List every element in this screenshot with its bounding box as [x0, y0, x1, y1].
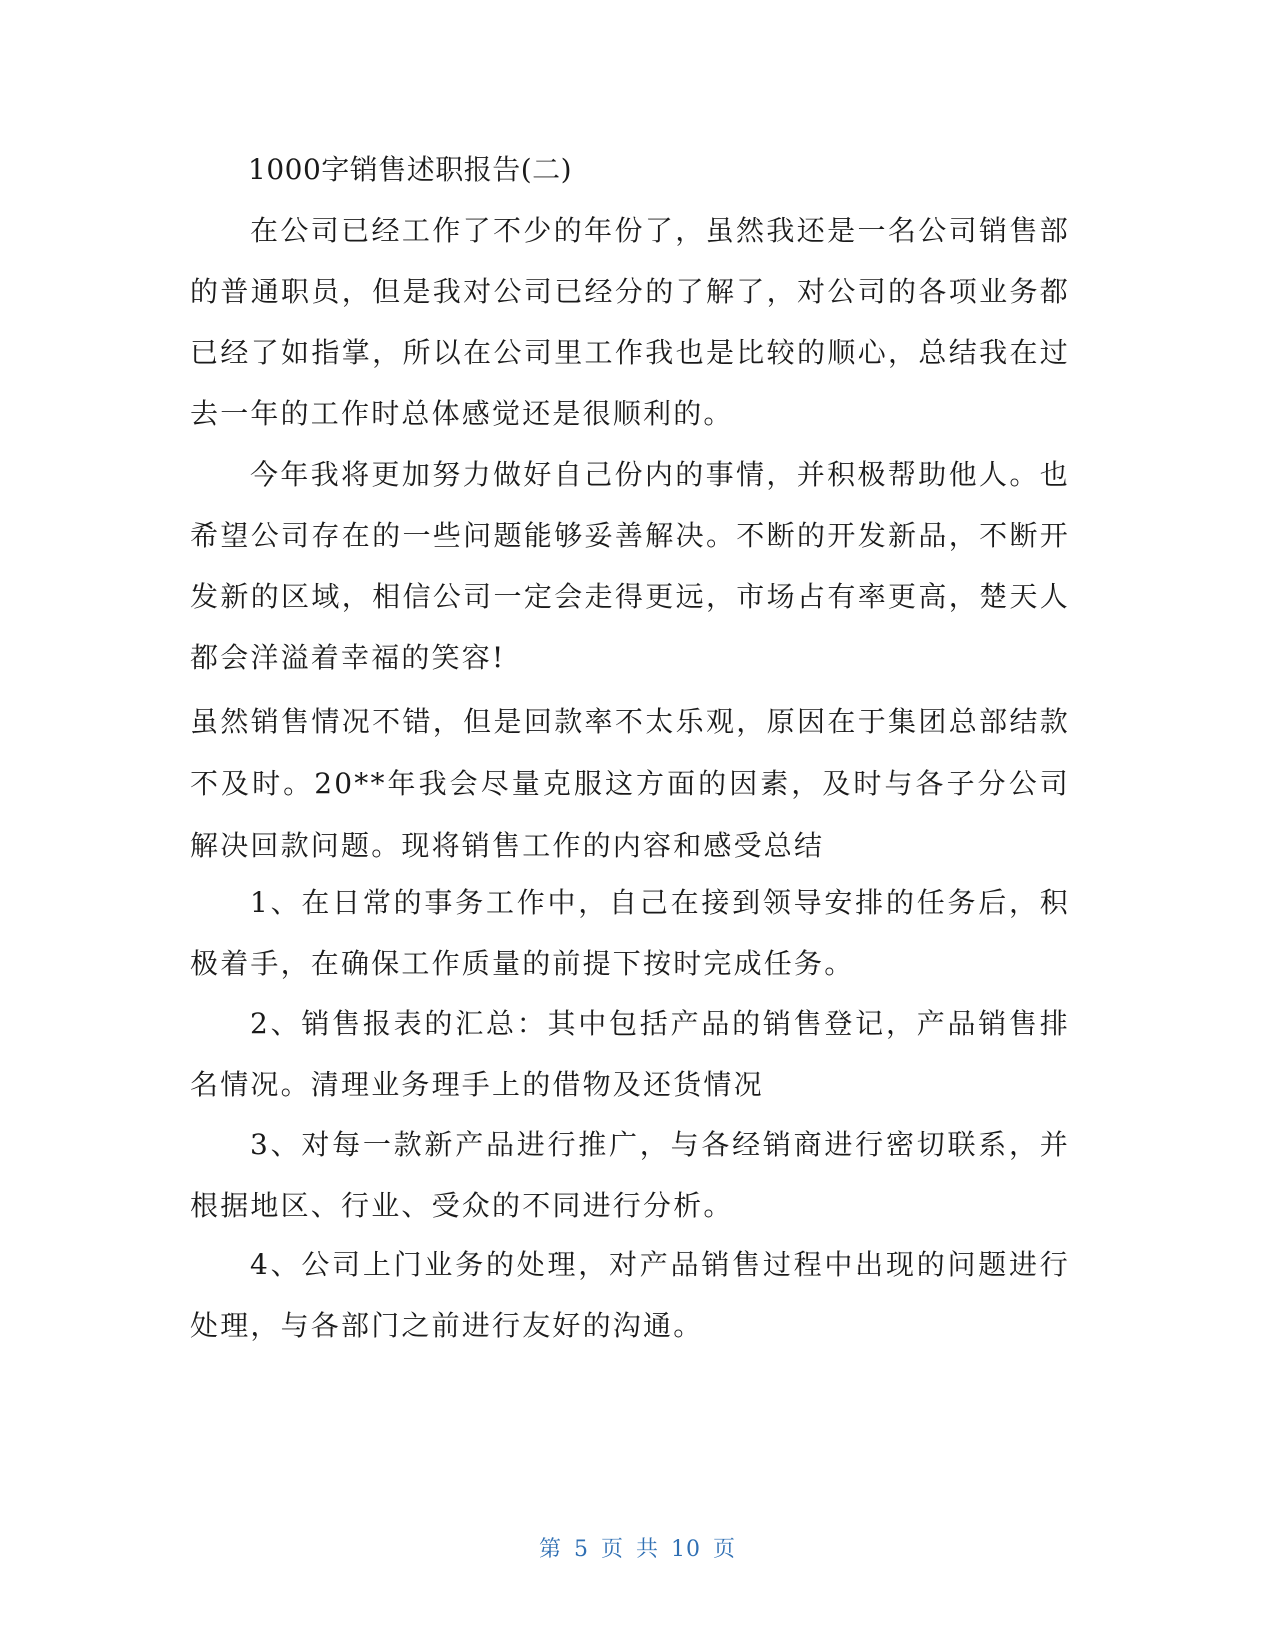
list-item: 1、在日常的事务工作中，自己在接到领导安排的任务后，积极着手，在确保工作质量的前提下按时完成任务。 [190, 886, 1070, 980]
footer-total-word: 共 [636, 1537, 660, 1562]
paragraph-collections: 虽然销售情况不错，但是回款率不太乐观，原因在于集团总部结款不及时。20**年我会尽量克服这方面的因素，及时与各子分公司解决回款问题。现将销售工作的内容和感受总结 [190, 705, 1070, 862]
footer-prefix: 第 [538, 1537, 562, 1562]
footer-current-page: 5 [573, 1537, 589, 1562]
list-item: 3、对每一款新产品进行推广，与各经销商进行密切联系，并根据地区、行业、受众的不同进行分析。 [190, 1128, 1070, 1222]
list-item: 4、公司上门业务的处理，对产品销售过程中出现的问题进行处理，与各部门之前进行友好的沟通。 [190, 1248, 1070, 1342]
list-item: 2、销售报表的汇总：其中包括产品的销售登记，产品销售排名情况。清理业务理手上的借物及还货情况 [190, 1007, 1070, 1101]
footer-page-word: 页 [600, 1537, 624, 1562]
document-title: 1000字销售述职报告(二) [248, 153, 573, 186]
footer-total-pages: 10 [671, 1537, 702, 1562]
paragraph-plans: 今年我将更加努力做好自己份内的事情，并积极帮助他人。也希望公司存在的一些问题能够妥善解决。不断的开发新品，不断开发新的区域，相信公司一定会走得更远，市场占有率更高，楚天人都会洋溢着幸福的笑容! [190, 458, 1070, 674]
paragraph-intro: 在公司已经工作了不少的年份了，虽然我还是一名公司销售部的普通职员，但是我对公司已经分的了解了，对公司的各项业务都已经了如指掌，所以在公司里工作我也是比较的顺心，总结我在过去一年的工作时总体感觉还是很顺利的。 [190, 214, 1070, 430]
page-number-footer [0, 1532, 1275, 1563]
footer-suffix: 页 [713, 1537, 737, 1562]
